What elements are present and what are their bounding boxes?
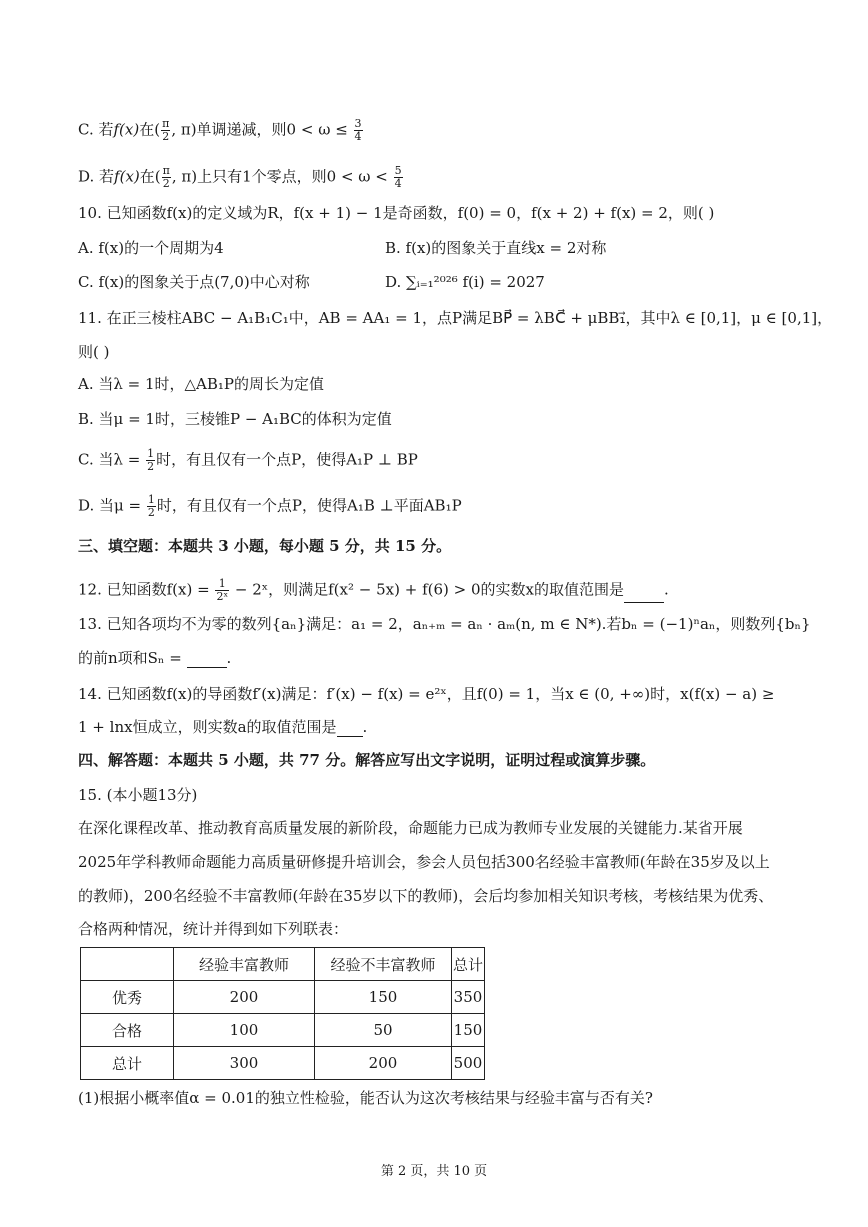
table-cell: 合格 (81, 1014, 174, 1047)
frac-den: 2ˣ (216, 590, 229, 603)
q15-paragraph-line: 在深化课程改革、推动教育高质量发展的新阶段，命题能力已成为教师专业发展的关键能力.某省开展 (78, 819, 743, 837)
q11-option-a: A. 当λ = 1时，△AB₁P的周长为定值 (78, 375, 325, 393)
table-row (81, 1014, 485, 1047)
frac-den: 2 (147, 460, 155, 473)
table-cell: 50 (315, 1014, 452, 1047)
frac-den: 4 (394, 177, 402, 190)
fraction (394, 165, 403, 190)
frac-num: 1 (147, 493, 155, 506)
text: . (226, 649, 232, 667)
q9-option-d (78, 165, 404, 190)
q14-line1: 14. 已知函数f(x)的导函数f′(x)满足：f′(x) − f(x) = e²ˣ，且f(0) = 1，当x ∈ (0, +∞)时，x(f(x) − a) ≥ (78, 685, 775, 703)
fraction (215, 578, 229, 603)
text: 在( (139, 120, 161, 139)
q10-stem: 10. 已知函数f(x)的定义域为R，f(x + 1) − 1是奇函数，f(0) = 0，f(x + 2) + f(x) = 2，则( ) (78, 204, 715, 222)
answer-blank (624, 586, 664, 603)
q11-option-c (78, 448, 418, 473)
text: − 2ˣ，则满足f(x² − 5x) + f(6) > 0的实数x的取值范围是 (230, 580, 624, 599)
table-header-cell: 经验丰富教师 (174, 948, 315, 981)
table-cell: 200 (315, 1047, 452, 1080)
page-footer: 第 2 页，共 10 页 (380, 1164, 488, 1179)
q15-subquestion-1: (1)根据小概率值α = 0.01的独立性检验，能否认为这次考核结果与经验丰富与否有关? (78, 1089, 653, 1107)
frac-num: 1 (147, 447, 155, 460)
q15-heading: 15. (本小题13分) (78, 786, 198, 804)
fraction (161, 118, 170, 143)
text: 12. 已知函数f(x) = (78, 580, 215, 599)
answer-blank (187, 651, 227, 668)
frac-num: 3 (354, 117, 362, 130)
text: 时，有且仅有一个点P，使得A₁P ⊥ BP (156, 450, 418, 469)
q9-option-c (78, 118, 364, 143)
frac-den: 2 (162, 130, 170, 143)
text: 在( (139, 167, 161, 186)
q14-line2 (78, 717, 367, 737)
table-cell: 100 (174, 1014, 315, 1047)
q15-paragraph-line: 的教师)，200名经验不丰富教师(年龄在35岁以下的教师)，会后均参加相关知识考核，考核结果为优秀、 (78, 887, 774, 905)
text: 若 (98, 120, 114, 139)
fraction (162, 165, 171, 190)
table-cell: 350 (452, 981, 485, 1014)
text: 时，有且仅有一个点P，使得A₁B ⊥平面AB₁P (156, 496, 462, 515)
text: D. 当μ = (78, 496, 146, 515)
q10-option-c: C. f(x)的图象关于点(7,0)中心对称 (78, 273, 310, 291)
table-cell: 200 (174, 981, 315, 1014)
fraction (354, 118, 363, 143)
q10-option-a: A. f(x)的一个周期为4 (78, 239, 224, 257)
table-row (81, 981, 485, 1014)
table-header-row (81, 948, 485, 981)
table-cell: 500 (452, 1047, 485, 1080)
option-label: C. (78, 120, 99, 139)
frac-num: 5 (394, 164, 402, 177)
q11-stem-cont: 则( ) (78, 343, 110, 361)
q11-option-b: B. 当μ = 1时，三棱锥P − A₁BC的体积为定值 (78, 410, 392, 428)
text: 若 (99, 167, 115, 186)
contingency-table (80, 947, 485, 1080)
q15-paragraph-line: 2025年学科教师命题能力高质量研修提升培训会，参会人员包括300名经验丰富教师(年龄在35岁及以上 (78, 853, 770, 871)
q12 (78, 578, 669, 603)
table-row (81, 1047, 485, 1080)
q11-stem: 11. 在正三棱柱ABC − A₁B₁C₁中，AB = AA₁ = 1，点P满足BP⃗ = λBC⃗ + μBB₁⃗，其中λ ∈ [0,1]，μ ∈ [0,1]， (78, 309, 833, 327)
q10-option-b: B. f(x)的图象关于直线x = 2对称 (385, 239, 607, 257)
frac-den: 2 (147, 506, 155, 519)
frac-num: 1 (215, 578, 229, 591)
frac-num: π (162, 117, 170, 130)
table-cell: 150 (452, 1014, 485, 1047)
text: 1 + lnx恒成立，则实数a的取值范围是 (78, 718, 337, 736)
q10-option-d: D. ∑ᵢ₌₁²⁰²⁶ f(i) = 2027 (385, 273, 545, 291)
math-fx: f(x) (113, 120, 140, 139)
frac-num: π (162, 164, 170, 177)
answer-blank (337, 720, 363, 737)
option-label: D. (78, 167, 100, 186)
table-cell: 300 (174, 1047, 315, 1080)
table-header-cell (81, 948, 174, 981)
text: . (663, 580, 669, 599)
q15-paragraph-line: 合格两种情况，统计并得到如下列联表： (78, 920, 349, 938)
section-4-heading: 四、解答题：本题共 5 小题，共 77 分。解答应写出文字说明，证明过程或演算步骤。 (78, 751, 656, 769)
table-cell: 150 (315, 981, 452, 1014)
section-3-heading: 三、填空题：本题共 3 小题，每小题 5 分，共 15 分。 (78, 537, 452, 555)
q13-line1: 13. 已知各项均不为零的数列{aₙ}满足：a₁ = 2，aₙ₊ₘ = aₙ · aₘ(n, m ∈ N*).若bₙ = (−1)ⁿaₙ，则数列{bₙ} (78, 615, 811, 633)
table-cell: 优秀 (81, 981, 174, 1014)
fraction (146, 448, 155, 473)
text: , π)单调递减，则0 < ω ≤ (171, 120, 353, 139)
fraction (147, 494, 156, 519)
text: , π)上只有1个零点，则0 < ω < (171, 167, 393, 186)
table-header-cell: 经验不丰富教师 (315, 948, 452, 981)
frac-den: 2 (162, 177, 170, 190)
table-cell: 总计 (81, 1047, 174, 1080)
math-fx: f(x) (114, 167, 140, 186)
frac-den: 4 (354, 130, 362, 143)
text: 的前n项和Sₙ = (78, 649, 187, 667)
q13-line2 (78, 648, 231, 668)
text: C. 当λ = (78, 450, 146, 469)
q11-option-d (78, 494, 462, 519)
text: . (362, 718, 368, 736)
table-header-cell: 总计 (452, 948, 485, 981)
